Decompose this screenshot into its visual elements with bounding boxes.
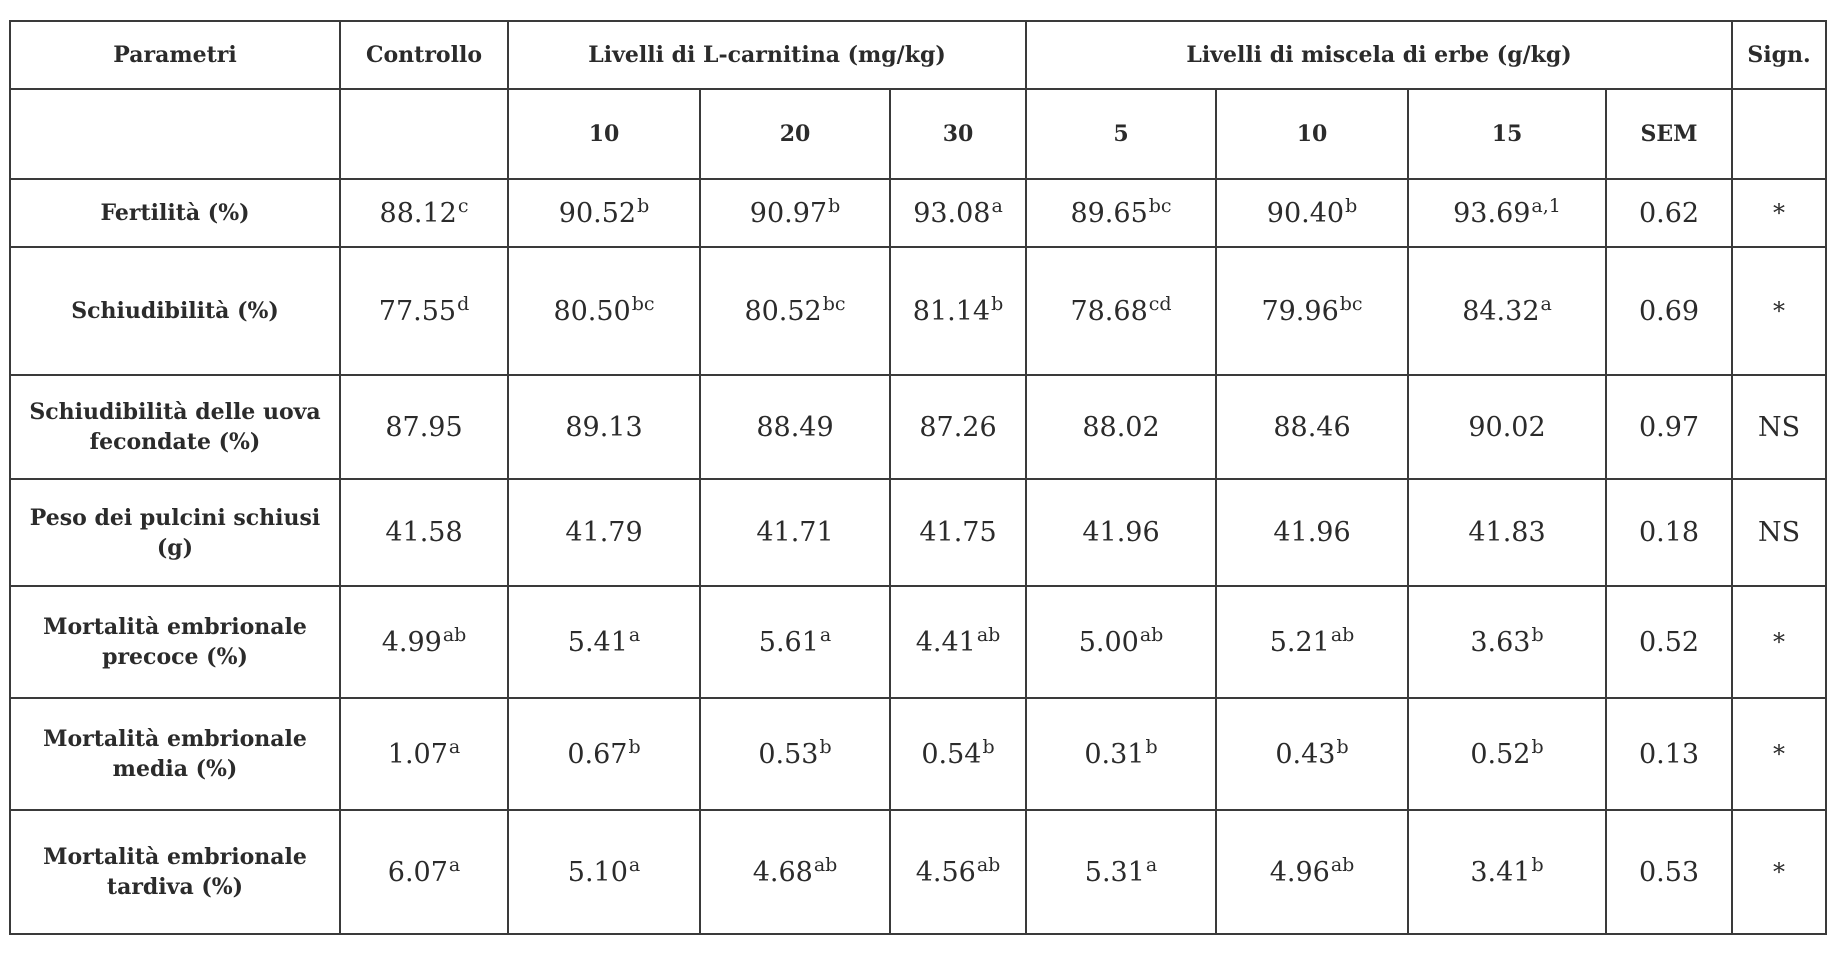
table-body (10, 21, 1826, 934)
significance-letter: b (628, 735, 641, 758)
cell-value: 89.65 (1070, 197, 1148, 229)
value-cell (1216, 698, 1408, 810)
subheader-empty-cell (1732, 89, 1826, 179)
value-cell (508, 375, 700, 479)
significance-letter: c (457, 194, 469, 217)
value-cell (890, 810, 1026, 934)
value-cell (340, 479, 508, 586)
cell-value: 4.68 (752, 856, 813, 888)
significance-cell: * (1732, 586, 1826, 698)
sem-cell (1606, 375, 1732, 479)
value-cell (1216, 179, 1408, 247)
cell-value: 0.52 (1638, 626, 1700, 658)
significance-cell: * (1732, 179, 1826, 247)
significance-cell: * (1732, 810, 1826, 934)
header-sign: Sign. (1732, 21, 1826, 89)
cell-value: 5.61 (758, 626, 819, 658)
subheader-empty-cell (10, 89, 340, 179)
cell-value: 0.18 (1638, 517, 1700, 548)
subheader-carnitina-30: 30 (890, 89, 1026, 179)
value-cell (1026, 375, 1216, 479)
cell-value: 77.55 (378, 295, 457, 327)
row-label: Schiudibilità delle uova fecondate (%) (10, 375, 340, 479)
significance-letter: ab (976, 853, 1001, 876)
significance-letter: a,1 (1531, 194, 1561, 217)
table-row (10, 698, 1826, 810)
cell-value: 41.96 (1273, 517, 1351, 548)
significance-letter: bc (822, 292, 846, 315)
significance-letter: b (1531, 623, 1544, 646)
cell-value: 5.10 (567, 856, 628, 888)
significance-letter: b (1345, 194, 1358, 217)
value-cell (508, 247, 700, 375)
value-cell (890, 479, 1026, 586)
significance-letter: bc (1148, 194, 1172, 217)
cell-value: 4.96 (1269, 856, 1330, 888)
subheader-erbe-5: 5 (1026, 89, 1216, 179)
cell-value: 90.40 (1266, 197, 1345, 229)
significance-cell: NS (1732, 479, 1826, 586)
significance-letter: b (637, 194, 650, 217)
cell-value: 90.02 (1468, 411, 1546, 443)
value-cell (1026, 586, 1216, 698)
cell-value: 0.97 (1638, 411, 1700, 443)
subheader-erbe-10: 10 (1216, 89, 1408, 179)
row-label: Schiudibilità (%) (10, 247, 340, 375)
significance-letter: a (448, 853, 461, 876)
sem-cell (1606, 586, 1732, 698)
header-controllo: Controllo (340, 21, 508, 89)
subheader-carnitina-10: 10 (508, 89, 700, 179)
significance-cell: * (1732, 247, 1826, 375)
cell-value: 4.56 (915, 856, 976, 888)
value-cell (700, 247, 890, 375)
header-carnitina-group: Livelli di L-carnitina (mg/kg) (508, 21, 1026, 89)
cell-value: 0.67 (567, 738, 628, 770)
header-row (10, 21, 1826, 89)
cell-value: 41.96 (1082, 517, 1160, 548)
cell-value: 0.53 (1638, 856, 1700, 888)
significance-letter: a (628, 853, 641, 876)
table-row (10, 247, 1826, 375)
significance-letter: a (819, 623, 832, 646)
cell-value: 88.12 (379, 197, 457, 229)
value-cell (1216, 479, 1408, 586)
cell-value: 90.52 (558, 197, 637, 229)
value-cell (508, 586, 700, 698)
header-erbe-group: Livelli di miscela di erbe (g/kg) (1026, 21, 1732, 89)
cell-value: 0.43 (1275, 738, 1336, 770)
subheader-erbe-15: 15 (1408, 89, 1606, 179)
significance-letter: b (819, 735, 832, 758)
header-parametri: Parametri (10, 21, 340, 89)
cell-value: 0.62 (1638, 197, 1700, 229)
subheader-row (10, 89, 1826, 179)
significance-letter: b (1336, 735, 1349, 758)
value-cell (340, 247, 508, 375)
value-cell (1408, 179, 1606, 247)
table-row (10, 479, 1826, 586)
cell-value: 0.53 (758, 738, 819, 770)
sem-cell (1606, 698, 1732, 810)
cell-value: 5.31 (1084, 856, 1145, 888)
sem-cell (1606, 479, 1732, 586)
cell-value: 80.52 (744, 295, 822, 327)
cell-value: 0.13 (1638, 738, 1700, 770)
value-cell (508, 810, 700, 934)
value-cell (340, 179, 508, 247)
significance-letter: ab (1330, 853, 1355, 876)
value-cell (340, 810, 508, 934)
cell-value: 41.75 (919, 517, 997, 548)
cell-value: 90.97 (749, 197, 828, 229)
cell-value: 5.21 (1269, 626, 1330, 658)
value-cell (890, 698, 1026, 810)
value-cell (1216, 247, 1408, 375)
cell-value: 4.41 (915, 626, 976, 658)
significance-letter: ab (813, 853, 838, 876)
cell-value: 0.31 (1084, 738, 1145, 770)
value-cell (890, 247, 1026, 375)
cell-value: 4.99 (381, 626, 442, 658)
cell-value: 79.96 (1261, 295, 1339, 327)
cell-value: 5.00 (1078, 626, 1139, 658)
cell-value: 41.58 (385, 517, 463, 548)
significance-letter: b (991, 292, 1004, 315)
value-cell (700, 479, 890, 586)
cell-value: 0.52 (1470, 738, 1531, 770)
significance-letter: b (1531, 853, 1544, 876)
significance-letter: b (828, 194, 841, 217)
row-label: Fertilità (%) (10, 179, 340, 247)
cell-value: 6.07 (387, 856, 448, 888)
cell-value: 41.79 (565, 517, 643, 548)
sem-cell (1606, 179, 1732, 247)
value-cell (700, 179, 890, 247)
value-cell (1408, 810, 1606, 934)
cell-value: 1.07 (387, 738, 448, 770)
table-row (10, 586, 1826, 698)
significance-letter: b (1531, 735, 1544, 758)
significance-letter: a (1540, 292, 1552, 315)
cell-value: 0.54 (921, 738, 982, 770)
cell-value: 87.95 (385, 411, 463, 443)
cell-value: 88.49 (756, 411, 834, 443)
cell-value: 3.41 (1470, 856, 1531, 888)
cell-value: 5.41 (567, 626, 628, 658)
value-cell (890, 586, 1026, 698)
value-cell (1026, 698, 1216, 810)
value-cell (1216, 375, 1408, 479)
value-cell (508, 698, 700, 810)
cell-value: 89.13 (565, 411, 643, 443)
value-cell (1026, 810, 1216, 934)
subheader-carnitina-20: 20 (700, 89, 890, 179)
value-cell (700, 810, 890, 934)
row-label: Mortalità embrionale tardiva (%) (10, 810, 340, 934)
significance-cell: NS (1732, 375, 1826, 479)
significance-letter: bc (1339, 292, 1363, 315)
value-cell (1026, 479, 1216, 586)
value-cell (1026, 179, 1216, 247)
sem-cell (1606, 810, 1732, 934)
value-cell (1408, 375, 1606, 479)
cell-value: 93.69 (1453, 197, 1531, 229)
value-cell (1026, 247, 1216, 375)
table-row (10, 810, 1826, 934)
significance-letter: ab (1139, 623, 1164, 646)
cell-value: 84.32 (1462, 295, 1540, 327)
cell-value: 41.83 (1468, 517, 1546, 548)
table-row (10, 179, 1826, 247)
significance-letter: b (982, 735, 995, 758)
value-cell (1216, 586, 1408, 698)
significance-letter: bc (631, 292, 655, 315)
cell-value: 78.68 (1070, 295, 1148, 327)
value-cell (1216, 810, 1408, 934)
cell-value: 81.14 (912, 295, 991, 327)
value-cell (1408, 586, 1606, 698)
subheader-empty-cell (340, 89, 508, 179)
significance-letter: a (448, 735, 461, 758)
value-cell (700, 375, 890, 479)
cell-value: 88.46 (1273, 411, 1351, 443)
value-cell (508, 179, 700, 247)
significance-letter: a (628, 623, 641, 646)
value-cell (1408, 698, 1606, 810)
value-cell (340, 586, 508, 698)
sem-cell (1606, 247, 1732, 375)
value-cell (1408, 479, 1606, 586)
row-label: Peso dei pulcini schiusi (g) (10, 479, 340, 586)
cell-value: 93.08 (913, 197, 991, 229)
significance-cell: * (1732, 698, 1826, 810)
value-cell (700, 586, 890, 698)
cell-value: 87.26 (919, 411, 997, 443)
value-cell (1408, 247, 1606, 375)
significance-letter: a (1145, 853, 1158, 876)
value-cell (340, 375, 508, 479)
cell-value: 3.63 (1470, 626, 1531, 658)
significance-letter: ab (976, 623, 1001, 646)
value-cell (340, 698, 508, 810)
results-table (9, 20, 1827, 935)
table-row (10, 375, 1826, 479)
cell-value: 0.69 (1638, 295, 1700, 327)
significance-letter: b (1145, 735, 1158, 758)
value-cell (890, 375, 1026, 479)
row-label: Mortalità embrionale precoce (%) (10, 586, 340, 698)
significance-letter: a (991, 194, 1003, 217)
significance-letter: ab (442, 623, 467, 646)
significance-letter: d (457, 292, 470, 315)
significance-letter: cd (1148, 292, 1172, 315)
significance-letter: ab (1330, 623, 1355, 646)
cell-value: 41.71 (756, 517, 834, 548)
cell-value: 88.02 (1082, 411, 1160, 443)
value-cell (700, 698, 890, 810)
value-cell (508, 479, 700, 586)
value-cell (890, 179, 1026, 247)
row-label: Mortalità embrionale media (%) (10, 698, 340, 810)
subheader-sem: SEM (1606, 89, 1732, 179)
cell-value: 80.50 (553, 295, 631, 327)
